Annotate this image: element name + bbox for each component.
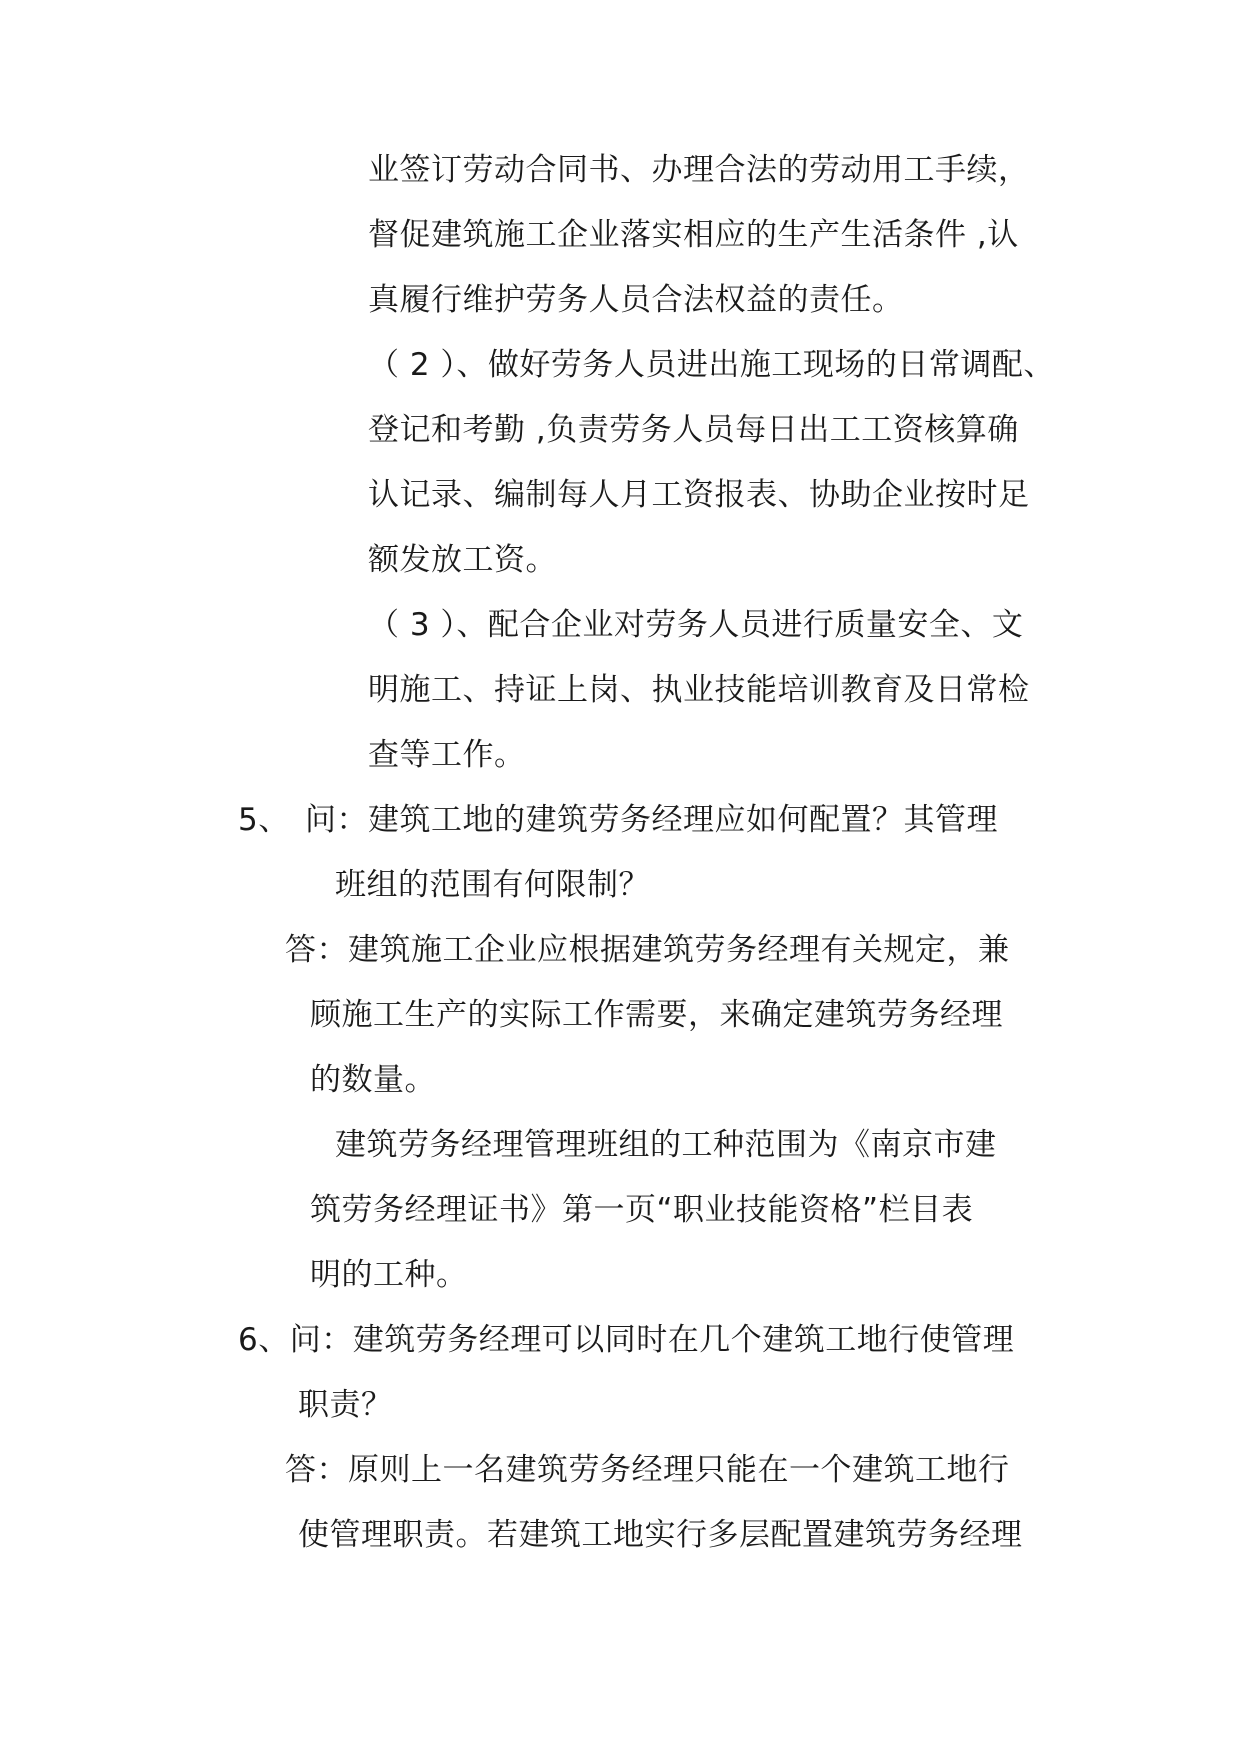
- text-line: （ 2 ）、做好劳务人员进出施工现场的日常调配、: [368, 347, 1055, 383]
- answer-line: 建筑劳务经理管理班组的工种范围为《南京市建: [335, 1127, 997, 1163]
- question-line: 班组的范围有何限制？: [335, 867, 650, 903]
- text-line: 业签订劳动合同书、办理合法的劳动用工手续，: [368, 152, 1030, 188]
- text-line: 额发放工资。: [368, 542, 557, 578]
- question-line: 6、问：建筑劳务经理可以同时在几个建筑工地行使管理: [238, 1322, 1015, 1358]
- answer-line: 使管理职责。若建筑工地实行多层配置建筑劳务经理: [298, 1517, 1023, 1553]
- answer-line: 顾施工生产的实际工作需要，来确定建筑劳务经理: [310, 997, 1003, 1033]
- text-line: 明施工、持证上岗、执业技能培训教育及日常检: [368, 672, 1030, 708]
- question-line: 问：建筑工地的建筑劳务经理应如何配置？其管理: [305, 802, 998, 838]
- text-line: 查等工作。: [368, 737, 526, 773]
- text-line: 真履行维护劳务人员合法权益的责任。: [368, 282, 904, 318]
- answer-line: 答：建筑施工企业应根据建筑劳务经理有关规定，兼: [285, 932, 1010, 968]
- answer-line: 明的工种。: [310, 1257, 468, 1293]
- text-line: （ 3 ）、配合企业对劳务人员进行质量安全、文: [368, 607, 1024, 643]
- answer-line: 筑劳务经理证书》第一页“职业技能资格”栏目表: [310, 1192, 974, 1228]
- text-line: 登记和考勤 ,负责劳务人员每日出工工资核算确: [368, 412, 1019, 448]
- answer-line: 答：原则上一名建筑劳务经理只能在一个建筑工地行: [285, 1452, 1010, 1488]
- item-number: 5、: [238, 802, 290, 838]
- text-line: 督促建筑施工企业落实相应的生产生活条件 ,认: [368, 217, 1019, 253]
- text-line: 认记录、编制每人月工资报表、协助企业按时足: [368, 477, 1030, 513]
- answer-line: 的数量。: [310, 1062, 436, 1098]
- question-line: 职责？: [298, 1387, 393, 1423]
